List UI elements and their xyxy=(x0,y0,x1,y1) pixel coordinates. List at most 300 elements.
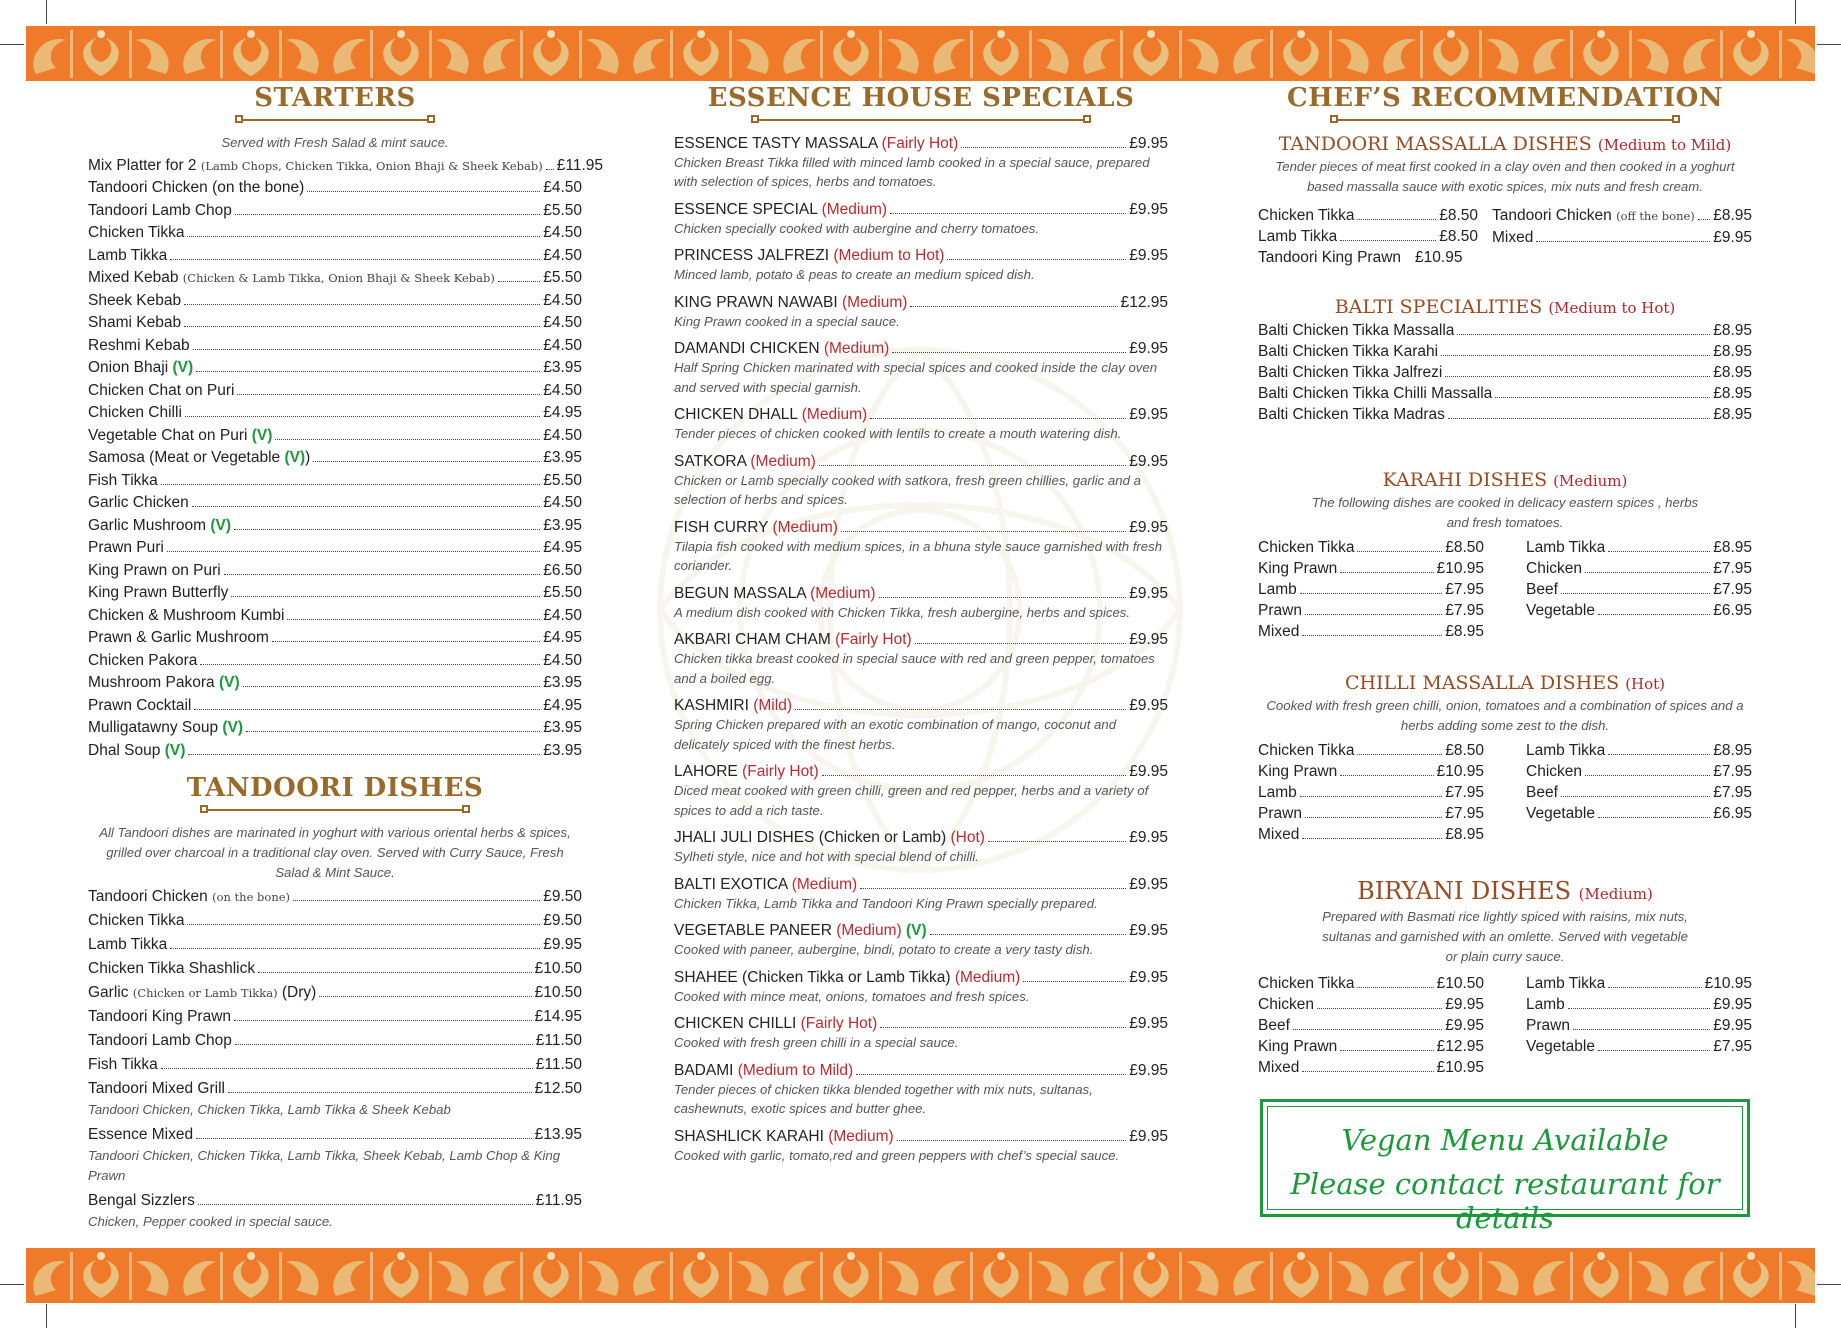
item-name xyxy=(674,874,857,895)
spice-level: (Medium) xyxy=(772,518,838,536)
item-price: £3.95 xyxy=(543,674,582,692)
item-price: £12.95 xyxy=(1436,1037,1484,1055)
menu-item xyxy=(1526,600,1752,621)
dot-leader xyxy=(1457,334,1710,335)
item-name xyxy=(674,761,819,782)
menu-item xyxy=(88,933,582,957)
dot-leader xyxy=(947,259,1126,260)
menu-item xyxy=(88,380,582,403)
item-name-text: LAHORE xyxy=(674,763,743,781)
menu-item xyxy=(674,245,1168,266)
dot-leader xyxy=(1598,817,1710,818)
item-name-text: Beef xyxy=(1526,783,1558,801)
item-name xyxy=(1258,1057,1299,1078)
dot-leader xyxy=(235,214,540,215)
item-price: £4.50 xyxy=(543,494,582,512)
item-price: £9.95 xyxy=(1129,518,1168,536)
spice-level: (Medium to Mild) xyxy=(737,1061,854,1079)
starters-note: Served with Fresh Salad & mint sauce. xyxy=(221,134,449,150)
item-name xyxy=(88,560,221,583)
menu-item xyxy=(1258,621,1484,642)
dot-leader xyxy=(1585,572,1710,573)
menu-item xyxy=(88,335,582,358)
dot-leader xyxy=(170,259,540,260)
item-name-text: CHICKEN DHALL xyxy=(674,406,802,424)
dot-leader xyxy=(1608,987,1701,988)
menu-item xyxy=(88,605,582,628)
menu-entry xyxy=(674,967,1168,1007)
item-name-text: Balti Chicken Tikka Jalfrezi xyxy=(1258,363,1443,381)
item-name xyxy=(674,199,887,220)
menu-item xyxy=(88,447,582,470)
menu-item xyxy=(88,650,582,673)
menu-item xyxy=(1258,247,1478,268)
item-price: £5.50 xyxy=(543,584,582,602)
item-name-suffix: ) xyxy=(305,449,311,467)
item-description: Cooked with mince meat, onions, tomatoes and fresh spices. xyxy=(674,988,1030,1004)
menu-item xyxy=(88,560,582,583)
item-detail: (off the bone) xyxy=(1616,208,1695,223)
item-name-text: Chicken xyxy=(1258,995,1314,1013)
item-price: £7.95 xyxy=(1445,601,1484,619)
item-name xyxy=(1258,1015,1290,1036)
dot-leader xyxy=(192,506,540,507)
menu-item xyxy=(674,827,1168,848)
item-name-text: Tandoori Chicken xyxy=(88,887,213,905)
item-price: £9.95 xyxy=(1713,995,1752,1013)
dot-leader xyxy=(184,304,540,305)
vegetarian-badge: (V) xyxy=(172,359,194,377)
menu-item xyxy=(88,155,604,178)
spice-level: (Medium) xyxy=(954,968,1021,986)
top-ornament-band xyxy=(26,26,1815,81)
menu-entry xyxy=(674,404,1168,444)
menu-entry xyxy=(674,874,1168,914)
item-name xyxy=(1258,226,1337,247)
item-description: Chicken or Lamb specially cooked with satkora, fresh green chillies, garlic and a selection of herbs and spices. xyxy=(674,472,1141,508)
item-name xyxy=(88,222,184,245)
item-name xyxy=(1258,362,1442,383)
dot-leader xyxy=(184,326,540,327)
spice-level: (Medium) xyxy=(801,406,868,424)
item-name-text: Bengal Sizzlers xyxy=(88,1192,195,1210)
menu-item xyxy=(88,357,582,380)
item-price: £4.50 xyxy=(543,224,582,242)
item-price: £9.95 xyxy=(1129,1127,1168,1145)
item-price: £9.95 xyxy=(1129,631,1168,649)
item-price: £10.50 xyxy=(1436,974,1484,992)
item-price: £4.95 xyxy=(543,404,582,422)
item-price: £6.95 xyxy=(1713,804,1752,822)
item-price: £8.95 xyxy=(1713,538,1752,556)
item-name xyxy=(88,177,304,200)
item-price: £8.95 xyxy=(1713,384,1752,402)
item-name xyxy=(674,583,876,604)
crop-mark xyxy=(1817,1284,1841,1285)
biryani-title: BIRYANI DISHES (Medium) xyxy=(1357,876,1653,905)
menu-entry xyxy=(88,1123,582,1185)
title-underline xyxy=(751,115,1091,125)
item-name-text: KASHMIRI xyxy=(674,697,754,715)
item-price: £6.95 xyxy=(1713,601,1752,619)
middle-column xyxy=(674,84,1168,1172)
item-price: £9.95 xyxy=(1129,452,1168,470)
menu-item xyxy=(674,404,1168,425)
menu-item xyxy=(88,1029,582,1053)
item-name-text: Lamb Tikka xyxy=(1526,741,1606,759)
item-name-text: Essence Mixed xyxy=(88,1126,194,1144)
dot-leader xyxy=(287,619,540,620)
dot-leader xyxy=(880,1027,1126,1028)
dot-leader xyxy=(1302,838,1442,839)
item-price: £8.95 xyxy=(1713,342,1752,360)
item-price: £4.50 xyxy=(543,336,582,354)
item-price: £9.95 xyxy=(1713,1016,1752,1034)
item-description: Minced lamb, potato & peas to create an medium spiced dish. xyxy=(674,267,1035,283)
item-name-text: Mixed Kebab xyxy=(88,269,183,287)
spice-level: (Medium) xyxy=(828,1127,894,1145)
item-price: £4.50 xyxy=(543,179,582,197)
item-price: £5.50 xyxy=(543,471,582,489)
tandoori-note: All Tandoori dishes are marinated in yoghurt with various oriental herbs & spices, grilled over charcoal in a traditional clay oven. Served with Curry Sauce, Fresh Salad & Mint Sauce. xyxy=(99,824,571,880)
menu-item xyxy=(88,245,582,268)
dot-leader xyxy=(1441,355,1710,356)
item-price: £7.95 xyxy=(1713,1037,1752,1055)
item-name-text: DAMANDI CHICKEN xyxy=(674,340,824,358)
menu-item xyxy=(1258,558,1484,579)
item-name xyxy=(88,717,243,740)
item-price: £9.95 xyxy=(1445,995,1484,1013)
item-price: £3.95 xyxy=(543,741,582,759)
item-price: £7.95 xyxy=(1713,762,1752,780)
item-price: £4.50 xyxy=(543,291,582,309)
menu-item xyxy=(88,1053,582,1077)
menu-item xyxy=(1258,600,1484,621)
item-price: £9.95 xyxy=(1129,200,1168,218)
menu-item xyxy=(674,583,1168,604)
item-name-text: Chicken Tikka xyxy=(1258,974,1355,992)
dot-leader xyxy=(819,465,1126,466)
item-name xyxy=(674,920,927,941)
item-name xyxy=(88,627,269,650)
menu-item xyxy=(1258,341,1752,362)
item-name-text: Mulligatawny Soup xyxy=(88,719,223,737)
menu-item xyxy=(88,267,582,290)
menu-item xyxy=(88,957,582,981)
item-name xyxy=(1258,247,1401,268)
item-name xyxy=(674,451,816,472)
item-price: £8.95 xyxy=(1713,206,1752,224)
menu-item xyxy=(674,1126,1168,1147)
left-column xyxy=(88,83,604,1236)
item-name xyxy=(88,335,190,358)
item-name xyxy=(88,290,181,313)
dot-leader xyxy=(1302,1071,1433,1072)
dot-leader xyxy=(1608,754,1710,755)
item-name-text: Lamb Tikka xyxy=(88,246,168,264)
item-name-text: Tandoori King Prawn xyxy=(88,1007,232,1025)
item-description: Cooked with fresh green chilli in a special sauce. xyxy=(674,1035,959,1051)
menu-item xyxy=(674,920,1168,941)
item-name xyxy=(1526,1015,1570,1036)
dot-leader xyxy=(1561,593,1710,594)
item-name xyxy=(1258,579,1297,600)
item-name-text: CHICKEN CHILLI xyxy=(674,1015,801,1033)
item-name-text: Sheek Kebab xyxy=(88,291,182,309)
item-name-text: Garlic Chicken xyxy=(88,494,189,512)
dot-leader xyxy=(196,371,540,372)
item-name xyxy=(88,695,191,718)
ornament-pattern-icon xyxy=(26,26,1815,81)
dot-leader xyxy=(193,349,541,350)
dot-leader xyxy=(897,1140,1127,1141)
item-name-text: JHALI JULI DISHES (Chicken or Lamb) xyxy=(674,829,951,847)
item-name xyxy=(1258,782,1297,803)
item-name-text: Tandoori Lamb Chop xyxy=(88,201,232,219)
item-description: Tilapia fish cooked with medium spices, in a bhuna style sauce garnished with fresh coriander. xyxy=(674,538,1163,574)
menu-item xyxy=(88,425,582,448)
item-name-text: Chicken Tikka xyxy=(88,224,185,242)
item-description: Tender pieces of chicken cooked with lentils to create a mouth watering dish. xyxy=(674,426,1122,442)
item-name-text: Chicken & Mushroom Kumbi xyxy=(88,606,285,624)
item-name xyxy=(1492,227,1533,248)
vegetarian-badge: (V) xyxy=(284,449,306,467)
item-name-suffix: (Dry) xyxy=(277,983,317,1001)
menu-entry xyxy=(674,517,1168,576)
tandoori-list xyxy=(88,885,582,1232)
item-price: £9.95 xyxy=(1129,1061,1168,1079)
menu-item xyxy=(88,290,582,313)
item-price: £9.95 xyxy=(1129,247,1168,265)
item-price: £11.95 xyxy=(556,156,604,174)
dot-leader xyxy=(1598,614,1710,615)
item-name-text: Fish Tikka xyxy=(88,471,158,489)
item-name-text: Onion Bhaji xyxy=(88,359,173,377)
item-name xyxy=(674,967,1020,988)
item-name xyxy=(88,245,167,268)
item-name xyxy=(674,133,958,154)
spice-level: (Medium) xyxy=(823,340,890,358)
menu-item xyxy=(1526,1036,1752,1057)
item-price: £7.95 xyxy=(1713,559,1752,577)
menu-item xyxy=(1526,537,1752,558)
item-name-text: King Prawn on Puri xyxy=(88,561,221,579)
menu-item xyxy=(88,402,582,425)
item-price: £9.95 xyxy=(1129,875,1168,893)
dot-leader xyxy=(988,841,1126,842)
vegan-line-1: Vegan Menu Available xyxy=(1341,1123,1669,1157)
item-name-text: Mix Platter for 2 xyxy=(88,156,201,174)
item-name-text: Vegetable xyxy=(1526,1037,1595,1055)
item-name-text: Lamb Tikka xyxy=(1526,538,1606,556)
item-name-text: Prawn xyxy=(1258,601,1302,619)
menu-item xyxy=(1258,579,1484,600)
item-price: £4.95 xyxy=(543,696,582,714)
item-price: £9.95 xyxy=(1129,134,1168,152)
item-name-text: BEGUN MASSALA xyxy=(674,584,811,602)
item-name xyxy=(1526,537,1605,558)
item-price: £14.95 xyxy=(534,1007,582,1025)
item-description: Sylheti style, nice and hot with special blend of chilli. xyxy=(674,849,979,865)
menu-item xyxy=(674,338,1168,359)
menu-item xyxy=(1258,362,1752,383)
item-name xyxy=(88,515,231,538)
chilli-note: Cooked with fresh green chilli, onion, tomatoes and a combination of spices and a herbs adding some zest to the dish. xyxy=(1266,697,1744,733)
spice-level: (Fairly Hot) xyxy=(881,134,959,152)
balti-list xyxy=(1258,320,1752,425)
item-price: £9.95 xyxy=(1445,1016,1484,1034)
dot-leader xyxy=(910,306,1117,307)
menu-item xyxy=(88,222,582,245)
item-name-text: Mixed xyxy=(1258,825,1300,843)
item-name-text: Beef xyxy=(1258,1016,1290,1034)
item-name xyxy=(1258,761,1337,782)
item-price: £4.50 xyxy=(543,246,582,264)
menu-entry xyxy=(674,761,1168,820)
dot-leader xyxy=(961,147,1126,148)
item-name xyxy=(674,517,838,538)
menu-item xyxy=(674,874,1168,895)
dot-leader xyxy=(224,574,541,575)
menu-entry xyxy=(674,1060,1168,1119)
massalla-title: TANDOORI MASSALLA DISHES (Medium to Mild) xyxy=(1278,132,1732,155)
item-price: £13.95 xyxy=(534,1126,582,1144)
spice-level: (Fairly Hot) xyxy=(835,631,912,649)
item-price: £9.50 xyxy=(543,911,582,929)
dot-leader xyxy=(1585,775,1710,776)
item-name xyxy=(1258,537,1354,558)
biryani-note: Prepared with Basmati rice lightly spiced with raisins, mix nuts, sultanas and garnished with an omlette. Served with vegetable or plain curry sauce. xyxy=(1322,908,1688,964)
item-description: Spring Chicken prepared with an exotic combination of mango, coconut and delicately spiced with the finest herbs. xyxy=(674,717,1117,752)
dot-leader xyxy=(1300,593,1442,594)
dot-leader xyxy=(498,281,540,282)
dot-leader xyxy=(167,551,540,552)
menu-item xyxy=(1258,226,1478,247)
item-price: £8.50 xyxy=(1439,227,1478,245)
item-name-text: Tandoori Lamb Chop xyxy=(88,1031,232,1049)
karahi-note: The following dishes are cooked in delicacy eastern spices , herbs and fresh tomatoes. xyxy=(1311,494,1699,530)
chef-title: CHEF’S RECOMMENDATION xyxy=(1286,83,1724,113)
menu-item xyxy=(1526,558,1752,579)
dot-leader xyxy=(243,686,541,687)
menu-item xyxy=(1258,404,1752,425)
item-price: £10.95 xyxy=(1436,762,1484,780)
item-name xyxy=(1258,824,1299,845)
menu-item xyxy=(1258,320,1752,341)
dot-leader xyxy=(1357,551,1442,552)
menu-item xyxy=(1526,994,1752,1015)
dot-leader xyxy=(231,596,540,597)
item-name-text: SATKORA xyxy=(674,452,751,470)
crop-mark xyxy=(1795,0,1796,24)
item-name-text: Garlic xyxy=(88,983,133,1001)
crop-mark xyxy=(1817,44,1841,45)
chilli-title: CHILLI MASSALLA DISHES (Hot) xyxy=(1344,671,1666,694)
item-name-text: Tandoori Mixed Grill xyxy=(88,1079,225,1097)
item-name-text: Prawn Puri xyxy=(88,539,164,557)
dot-leader xyxy=(1340,775,1433,776)
dot-leader xyxy=(187,924,540,925)
dot-leader xyxy=(1340,1050,1433,1051)
item-name-text: Prawn & Garlic Mushroom xyxy=(88,629,269,647)
dot-leader xyxy=(1302,635,1442,636)
item-price: £10.50 xyxy=(534,959,582,977)
item-name xyxy=(88,425,272,448)
menu-item xyxy=(674,629,1168,650)
dot-leader xyxy=(915,643,1127,644)
item-name xyxy=(1258,973,1354,994)
menu-item xyxy=(88,1077,582,1101)
menu-item xyxy=(88,909,582,933)
dot-leader xyxy=(275,439,540,440)
item-name xyxy=(88,537,164,560)
tandoori-title: TANDOORI DISHES xyxy=(186,773,484,804)
dot-leader xyxy=(1357,219,1436,220)
item-name xyxy=(88,357,193,380)
dot-leader xyxy=(1305,817,1442,818)
item-price: £8.95 xyxy=(1713,321,1752,339)
item-price: £8.95 xyxy=(1445,622,1484,640)
item-name xyxy=(1526,994,1565,1015)
item-name xyxy=(674,1126,894,1147)
item-name xyxy=(1526,579,1558,600)
item-name xyxy=(88,981,316,1005)
menu-item xyxy=(88,717,582,740)
item-name-text: Prawn xyxy=(1526,1016,1570,1034)
spice-level: (Medium) xyxy=(821,200,888,218)
item-name xyxy=(1526,558,1582,579)
menu-entry xyxy=(674,451,1168,510)
vegetarian-badge: (V) xyxy=(218,674,240,692)
menu-item xyxy=(88,470,582,493)
item-name xyxy=(88,933,167,957)
menu-item xyxy=(1526,761,1752,782)
dot-leader xyxy=(890,213,1126,214)
menu-item xyxy=(88,1189,582,1213)
item-name-text: Prawn xyxy=(1258,804,1302,822)
menu-entry xyxy=(88,1077,582,1120)
item-name-text: Tandoori Chicken xyxy=(1492,206,1617,224)
item-name-text: AKBARI CHAM CHAM xyxy=(674,631,836,649)
item-name-text: ESSENCE SPECIAL xyxy=(674,200,822,218)
dot-leader xyxy=(170,948,540,949)
item-description: Diced meat cooked with green chilli, green and red pepper, herbs and a variety of spices to add a rich taste. xyxy=(674,783,1149,818)
item-name xyxy=(88,492,189,515)
item-name xyxy=(1258,740,1354,761)
item-name-text: Vegetable xyxy=(1526,804,1595,822)
dot-leader xyxy=(1561,796,1710,797)
menu-entry xyxy=(674,199,1168,239)
item-price: £3.95 xyxy=(543,719,582,737)
item-price: £7.95 xyxy=(1445,580,1484,598)
item-name-text: King Prawn xyxy=(1258,762,1338,780)
karahi-title: KARAHI DISHES (Medium) xyxy=(1382,468,1628,491)
menu-item xyxy=(1258,803,1484,824)
item-name xyxy=(88,1053,158,1077)
item-price: £12.50 xyxy=(534,1079,582,1097)
menu-entry xyxy=(674,629,1168,688)
item-price: £11.95 xyxy=(535,1192,582,1210)
item-name xyxy=(88,1189,195,1213)
title-underline xyxy=(200,805,470,815)
dot-leader xyxy=(293,900,540,901)
item-price: £6.50 xyxy=(543,561,582,579)
vegetarian-badge: (V) xyxy=(222,719,244,737)
starters-list xyxy=(88,155,604,763)
item-name xyxy=(88,200,232,223)
item-name xyxy=(674,404,867,425)
menu-item xyxy=(88,672,582,695)
